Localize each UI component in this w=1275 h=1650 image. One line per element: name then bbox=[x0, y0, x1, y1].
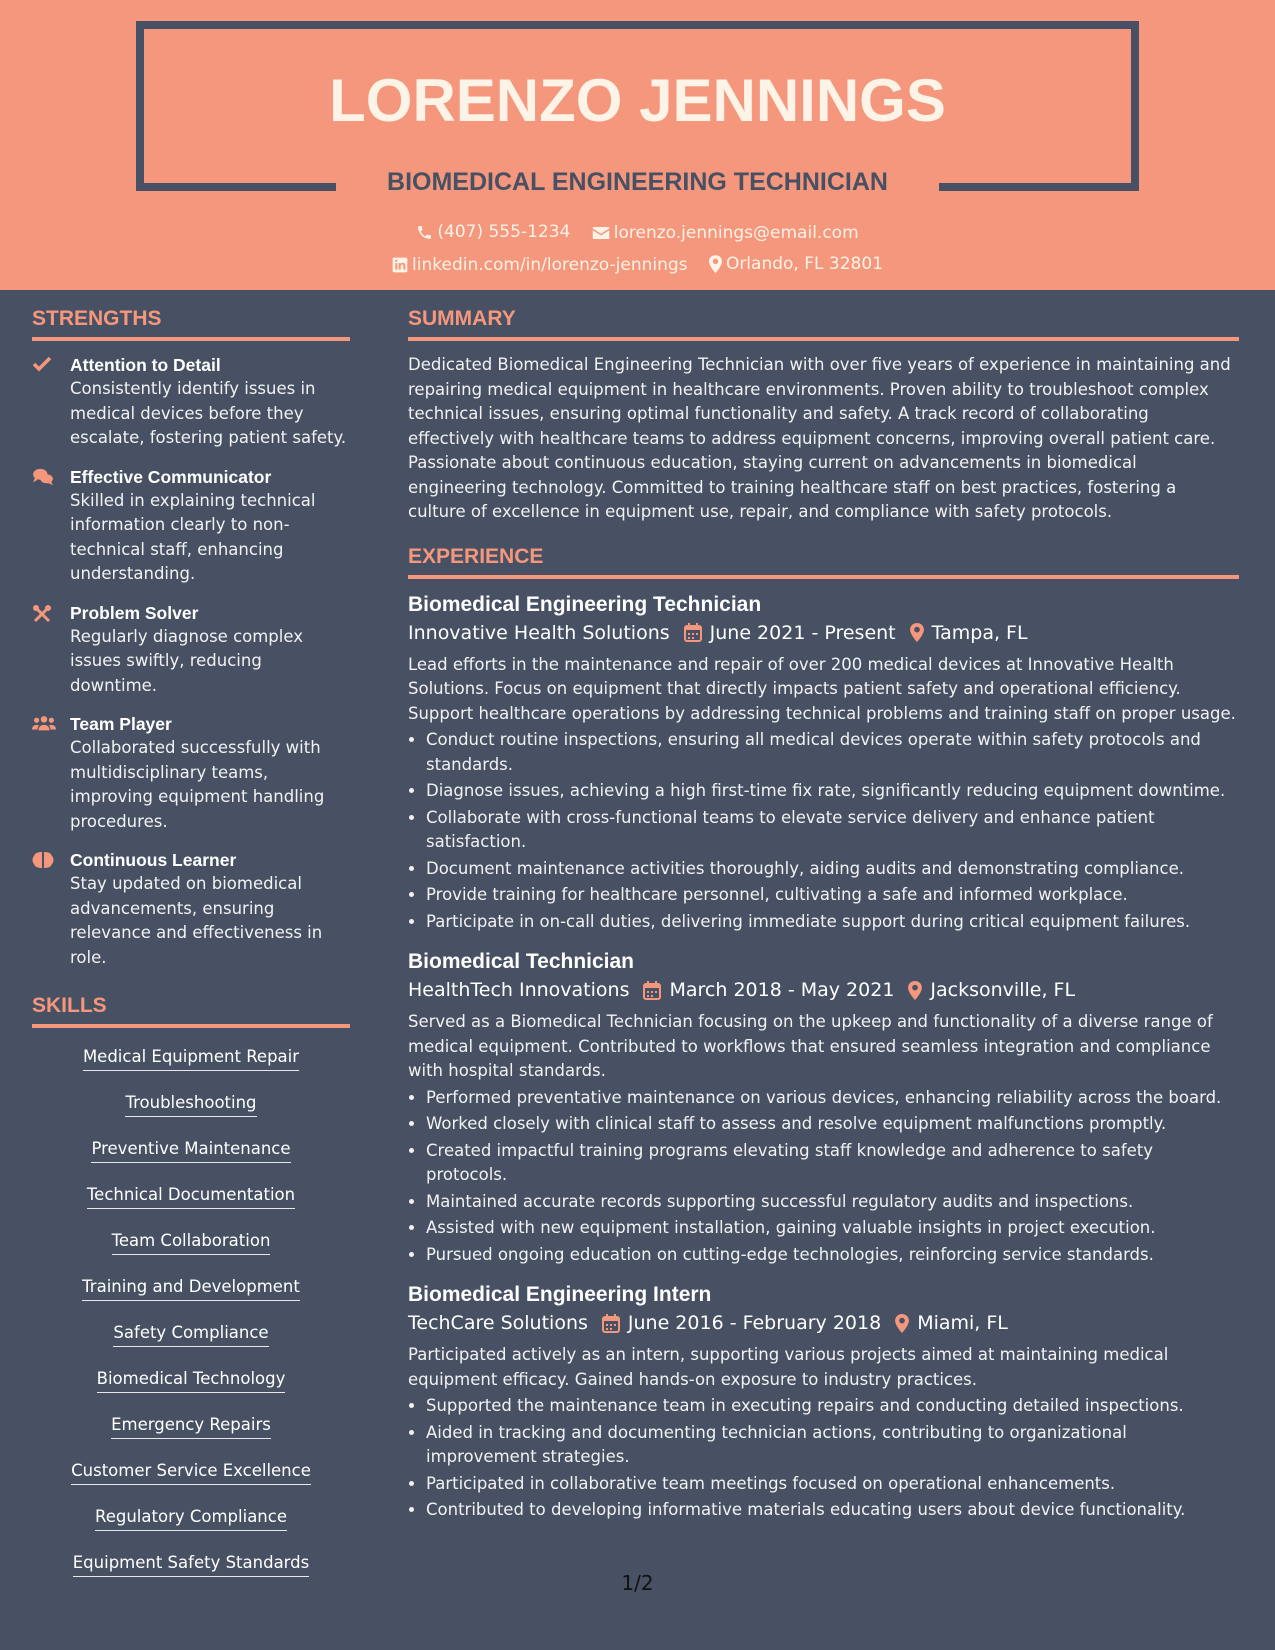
job-dates: June 2021 - Present bbox=[709, 621, 896, 644]
job-bullet: • Participated in collaborative team meetings focused on operational enhancements. bbox=[426, 1472, 1239, 1497]
job-title: Biomedical Engineering Intern bbox=[408, 1283, 712, 1306]
page-number: 1/2 bbox=[621, 1571, 654, 1595]
users-icon bbox=[32, 715, 56, 731]
job-bullet: • Aided in tracking and documenting technician actions, contributing to organizational improvement strategies. bbox=[426, 1421, 1239, 1470]
strength-title: Effective Communicator bbox=[70, 466, 272, 487]
experience-heading: EXPERIENCE bbox=[408, 543, 1239, 579]
phone-icon bbox=[416, 224, 433, 241]
job-bullet: • Maintained accurate records supporting successful regulatory audits and inspections. bbox=[426, 1190, 1239, 1215]
job-entry bbox=[408, 948, 1239, 1267]
strength-item bbox=[32, 353, 350, 451]
right-column bbox=[408, 305, 1239, 1537]
email-text[interactable]: lorenzo.jennings@email.com bbox=[613, 222, 859, 243]
job-bullets bbox=[408, 1394, 1239, 1523]
job-meta bbox=[408, 619, 1239, 647]
contact-row-1 bbox=[0, 221, 1275, 247]
contact-row-2 bbox=[0, 253, 1275, 279]
job-bullet: • Worked closely with clinical staff to assess and resolve equipment malfunctions promptly. bbox=[426, 1112, 1239, 1137]
job-bullet: • Conduct routine inspections, ensuring all medical devices operate within safety protocols and standards. bbox=[426, 728, 1239, 777]
skill-item: Team Collaboration bbox=[112, 1230, 271, 1255]
skill-item: Training and Development bbox=[82, 1276, 300, 1301]
job-title: Biomedical Technician bbox=[408, 950, 635, 973]
skill-item: Safety Compliance bbox=[113, 1322, 268, 1347]
strength-item bbox=[32, 601, 350, 699]
strength-title: Attention to Detail bbox=[70, 355, 221, 375]
strength-title: Continuous Learner bbox=[70, 850, 237, 870]
strength-title: Problem Solver bbox=[70, 602, 199, 623]
skill-item: Biomedical Technology bbox=[97, 1368, 286, 1393]
location-text: Orlando, FL 32801 bbox=[725, 254, 883, 274]
frame-left bbox=[136, 21, 144, 191]
linkedin-text[interactable]: linkedin.com/in/lorenzo-jennings bbox=[412, 255, 688, 275]
job-title: Biomedical Engineering Technician bbox=[408, 592, 762, 616]
strength-desc: Stay updated on biomedical advancements, ensuring relevance and effectiveness in role. bbox=[70, 874, 323, 967]
job-entry bbox=[408, 1281, 1239, 1523]
job-entry bbox=[408, 591, 1239, 935]
job-bullet: • Contributed to developing informative materials educating users about device functionality. bbox=[426, 1498, 1239, 1523]
map-marker-icon bbox=[709, 255, 722, 273]
job-description: Lead efforts in the maintenance and repair of over 200 medical devices at Innovative Health Solutions. Focus on equipment that directly impacts patient safety and operational efficiency. Support healthcare operations by addressing technical problems and training staff on proper usage. bbox=[408, 654, 1236, 723]
job-description: Participated actively as an intern, supporting various projects aimed at maintaining medical equipment efficacy. Gained hands-on exposure to industry practices. bbox=[408, 1345, 1169, 1389]
job-company: TechCare Solutions bbox=[408, 1312, 588, 1334]
job-dates: June 2016 - February 2018 bbox=[627, 1312, 882, 1334]
phone-item bbox=[416, 221, 570, 243]
job-company: HealthTech Innovations bbox=[408, 979, 630, 1001]
job-bullet: • Performed preventative maintenance on various devices, enhancing reliability across the board. bbox=[426, 1086, 1239, 1111]
location-item bbox=[709, 253, 883, 275]
job-location: Miami, FL bbox=[917, 1312, 1008, 1334]
brain-icon bbox=[32, 851, 54, 869]
job-location: Jacksonville, FL bbox=[930, 979, 1076, 1001]
calendar-icon bbox=[602, 1314, 620, 1333]
strengths-heading: STRENGTHS bbox=[32, 305, 350, 341]
skills-heading: SKILLS bbox=[32, 992, 350, 1028]
job-bullet: • Collaborate with cross-functional teams to elevate service delivery and enhance patient satisfaction. bbox=[426, 806, 1239, 855]
job-bullet: • Participate in on-call duties, delivering immediate support during critical equipment failures. bbox=[426, 910, 1239, 935]
tools-icon bbox=[32, 604, 52, 624]
candidate-title: BIOMEDICAL ENGINEERING TECHNICIAN bbox=[387, 168, 888, 196]
email-item bbox=[592, 222, 859, 244]
strength-item bbox=[32, 712, 350, 834]
frame-right bbox=[1131, 21, 1139, 191]
job-bullet: • Supported the maintenance team in executing repairs and conducting detailed inspections. bbox=[426, 1394, 1239, 1419]
map-marker-icon bbox=[908, 981, 922, 1000]
skill-item: Technical Documentation bbox=[87, 1184, 295, 1209]
comments-icon bbox=[32, 468, 54, 486]
job-bullet: • Diagnose issues, achieving a high first-time fix rate, significantly reducing equipment downtime. bbox=[426, 779, 1239, 804]
job-bullets bbox=[408, 728, 1239, 934]
job-company: Innovative Health Solutions bbox=[408, 621, 670, 644]
linkedin-icon bbox=[392, 257, 408, 273]
skill-item: Medical Equipment Repair bbox=[83, 1046, 299, 1071]
job-dates: March 2018 - May 2021 bbox=[669, 979, 895, 1001]
job-bullet: • Assisted with new equipment installation, gaining valuable insights in project execution. bbox=[426, 1216, 1239, 1241]
summary-heading: SUMMARY bbox=[408, 305, 1239, 341]
left-column bbox=[32, 305, 350, 1598]
calendar-icon bbox=[684, 623, 702, 642]
strength-item bbox=[32, 465, 350, 587]
map-marker-icon bbox=[910, 623, 924, 642]
frame-bottom-left bbox=[136, 183, 336, 191]
strength-desc: Regularly diagnose complex issues swiftly, reducing downtime. bbox=[70, 626, 303, 695]
job-location: Tampa, FL bbox=[931, 621, 1028, 644]
frame-bottom-right bbox=[939, 183, 1139, 191]
skill-item: Troubleshooting bbox=[125, 1092, 256, 1117]
skill-item: Customer Service Excellence bbox=[71, 1460, 311, 1485]
calendar-icon bbox=[643, 981, 661, 1000]
summary-text: Dedicated Biomedical Engineering Technician with over five years of experience in maintaining and repairing medical equipment in healthcare environments. Proven ability to troubleshoot complex technical issues, ensuring optimal functionality and safety. A track record of collaborating effectively with healthcare teams to address equipment concerns, improving overall patient care. Passionate about continuous education, staying current on advancements in biomedical engineering technology. Committed to training healthcare staff on best practices, fostering a culture of excellence in equipment use, repair, and compliance with safety protocols. bbox=[408, 355, 1231, 521]
header bbox=[0, 0, 1275, 290]
skill-item: Preventive Maintenance bbox=[91, 1138, 290, 1163]
job-bullet: • Pursued ongoing education on cutting-edge technologies, reinforcing service standards. bbox=[426, 1243, 1239, 1268]
phone-text: (407) 555-1234 bbox=[437, 222, 571, 242]
check-icon bbox=[32, 356, 52, 372]
strength-desc: Consistently identify issues in medical devices before they escalate, fostering patient safety. bbox=[70, 379, 347, 447]
skill-item: Regulatory Compliance bbox=[95, 1506, 287, 1531]
strength-item bbox=[32, 848, 350, 970]
candidate-name: LORENZO JENNINGS bbox=[329, 67, 946, 134]
map-marker-icon bbox=[895, 1314, 909, 1333]
job-meta bbox=[408, 976, 1239, 1004]
frame-top bbox=[136, 21, 1139, 29]
strength-title: Team Player bbox=[70, 714, 172, 734]
job-bullet: • Document maintenance activities thoroughly, aiding audits and demonstrating compliance. bbox=[426, 857, 1239, 882]
job-meta bbox=[408, 1309, 1239, 1337]
skill-item: Emergency Repairs bbox=[111, 1414, 271, 1439]
linkedin-item bbox=[392, 254, 688, 276]
strength-desc: Collaborated successfully with multidisciplinary teams, improving equipment handling procedures. bbox=[70, 738, 325, 831]
job-description: Served as a Biomedical Technician focusing on the upkeep and functionality of a diverse range of medical equipment. Contributed to workflows that ensured seamless integration and compliance with hospital standards. bbox=[408, 1012, 1213, 1080]
strength-desc: Skilled in explaining technical information clearly to non-technical staff, enhancing understanding. bbox=[70, 490, 316, 583]
envelope-icon bbox=[592, 225, 610, 241]
job-bullet: • Created impactful training programs elevating staff knowledge and adherence to safety protocols. bbox=[426, 1139, 1239, 1188]
job-bullet: • Provide training for healthcare personnel, cultivating a safe and informed workplace. bbox=[426, 883, 1239, 908]
skills-list bbox=[32, 1044, 350, 1598]
job-bullets bbox=[408, 1086, 1239, 1268]
skill-item: Equipment Safety Standards bbox=[73, 1552, 310, 1577]
